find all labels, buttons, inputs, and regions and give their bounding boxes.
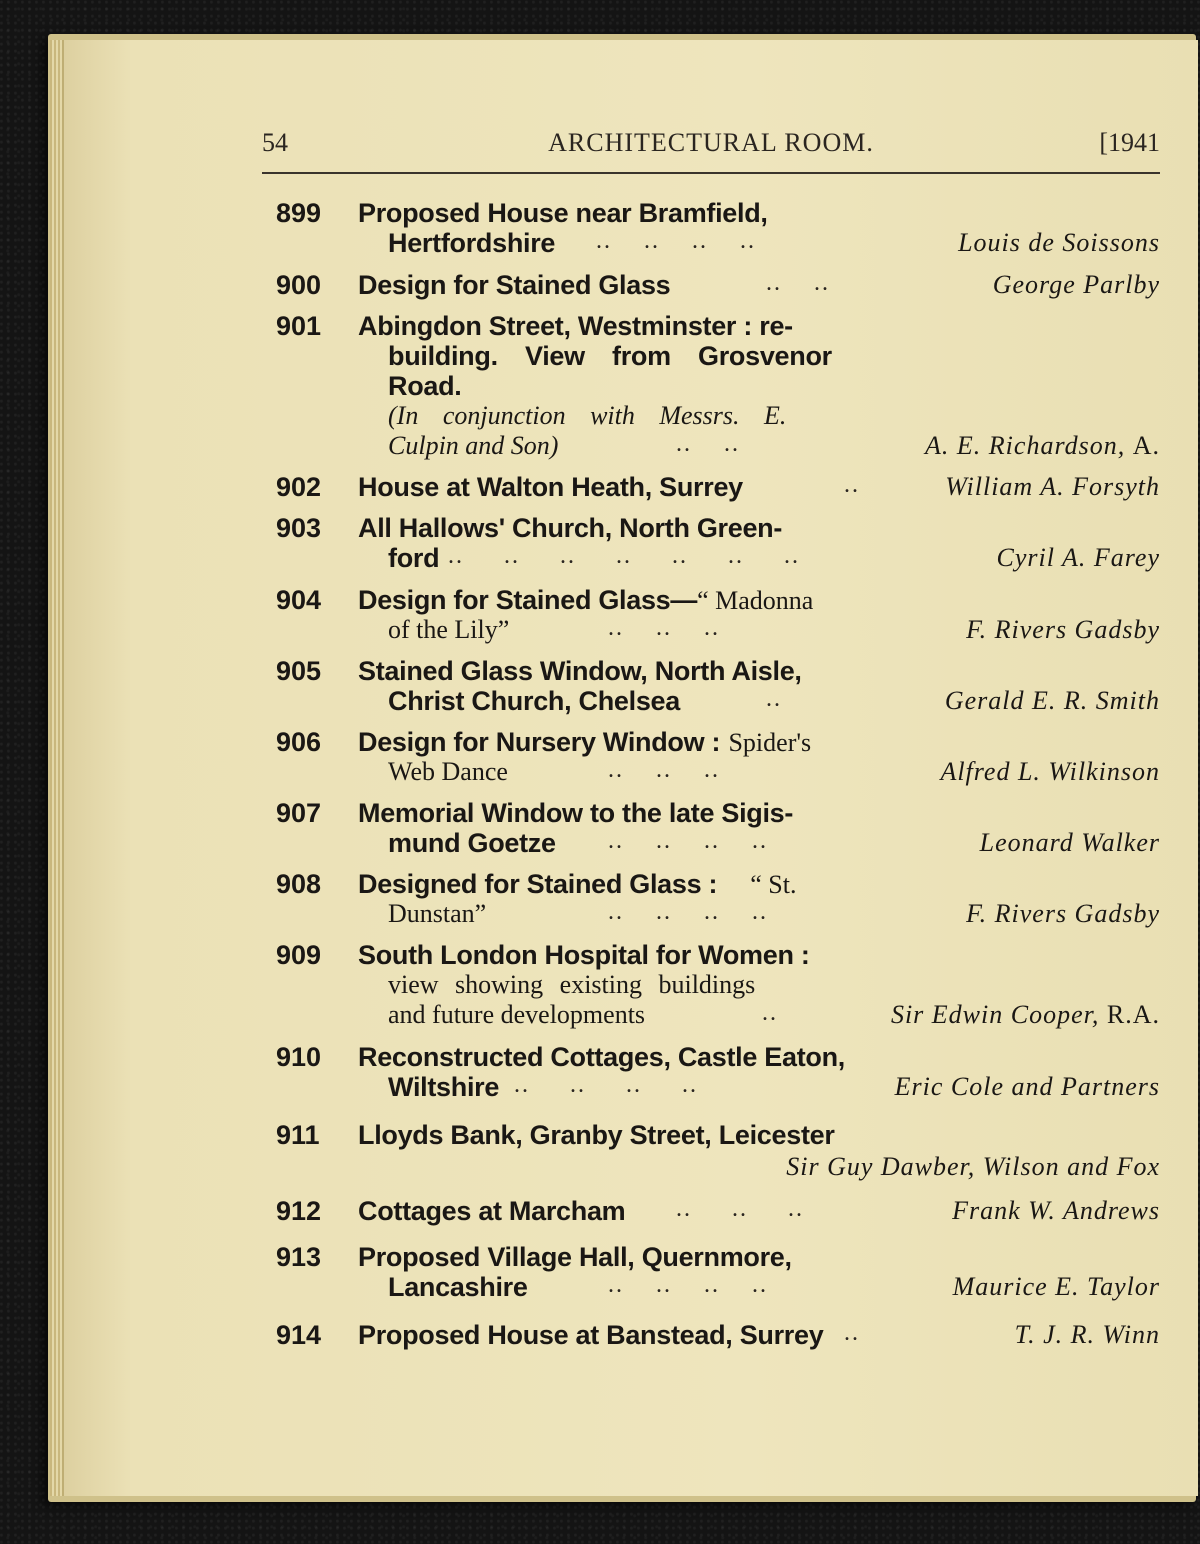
entry-title: Stained Glass Window, North Aisle,: [358, 656, 802, 686]
entry-number: 903: [276, 513, 322, 543]
architect: Cyril A. Farey: [996, 543, 1160, 572]
leader-dots: .. ..: [766, 270, 830, 296]
leader-dots: ..: [762, 1000, 778, 1026]
architect: T. J. R. Winn: [1014, 1320, 1160, 1349]
leader-dots: .. .. .. .. .. .. ..: [448, 543, 800, 569]
entry-title-cont: Wiltshire: [388, 1072, 500, 1102]
architect: Maurice E. Taylor: [952, 1272, 1160, 1301]
architect: F. Rivers Gadsby: [966, 899, 1160, 928]
entry-title-cont: building. View from Grosvenor: [388, 341, 832, 371]
entry-title: Design for Stained Glass: [358, 270, 671, 300]
architect: Louis de Soissons: [958, 228, 1160, 257]
entry-number: 910: [276, 1042, 322, 1072]
leader-dots: .. ..: [676, 431, 740, 457]
architect: Sir Edwin Cooper, R.A.: [890, 1000, 1160, 1029]
entry-title-cont: Road.: [388, 371, 462, 401]
leader-dots: .. .. .. ..: [608, 828, 768, 854]
entry-title-cont: Hertfordshire: [388, 228, 556, 258]
entry-number: 900: [276, 270, 322, 300]
entry-title-cont: of the Lily”: [388, 615, 510, 644]
entry-title: Reconstructed Cottages, Castle Eaton,: [358, 1042, 846, 1072]
leader-dots: .. .. ..: [608, 615, 720, 641]
entry-number: 909: [276, 940, 322, 970]
entry-number: 913: [276, 1242, 322, 1272]
header-rule: [262, 172, 1160, 174]
entry-title: Cottages at Marcham: [358, 1196, 626, 1226]
architect: Sir Guy Dawber, Wilson and Fox: [786, 1152, 1160, 1181]
entry-title-cont: view showing existing buildings: [388, 970, 756, 999]
architect: William A. Forsyth: [945, 472, 1160, 501]
entry-title-cont: Lancashire: [388, 1272, 528, 1302]
entry-title-cont: Dunstan”: [388, 899, 487, 928]
entry-number: 904: [276, 585, 322, 615]
entry-title: Design for Nursery Window : Spider's: [358, 727, 812, 757]
entry-title-cont: mund Goetze: [388, 828, 556, 858]
entry-title: Memorial Window to the late Sigis-: [358, 798, 794, 828]
architect: Eric Cole and Partners: [894, 1072, 1160, 1101]
entry-note: (In conjunction with Messrs. E.: [388, 401, 787, 430]
entry-title: Proposed House at Banstead, Surrey: [358, 1320, 824, 1350]
entry-note-cont: Culpin and Son): [388, 431, 559, 460]
entry-title: House at Walton Heath, Surrey: [358, 472, 743, 502]
entry-number: 908: [276, 869, 322, 899]
entry-title: South London Hospital for Women :: [358, 940, 810, 970]
entry-title: Lloyds Bank, Granby Street, Leicester: [358, 1120, 835, 1150]
entry-number: 905: [276, 656, 322, 686]
entry-title: Design for Stained Glass—“ Madonna: [358, 585, 814, 615]
entry-title: Proposed House near Bramfield,: [358, 198, 768, 228]
architect: A. E. Richardson, A.: [925, 431, 1160, 460]
page-number: 54: [262, 128, 288, 157]
entry-title-cont: ford: [388, 543, 440, 573]
entry-title-cont: Christ Church, Chelsea: [388, 686, 680, 716]
leader-dots: .. .. .. ..: [608, 899, 768, 925]
architect: Alfred L. Wilkinson: [940, 757, 1160, 786]
entry-title-cont: Web Dance: [388, 757, 508, 786]
page-title: ARCHITECTURAL ROOM.: [548, 128, 874, 157]
leader-dots: .. .. .. ..: [596, 228, 756, 254]
entry-number: 901: [276, 311, 322, 341]
leader-dots: ..: [766, 686, 782, 712]
leader-dots: ..: [844, 472, 860, 498]
entry-title: Proposed Village Hall, Quernmore,: [358, 1242, 792, 1272]
leader-dots: ..: [844, 1320, 860, 1346]
leader-dots: .. .. ..: [608, 757, 720, 783]
entry-title-cont: and future developments: [388, 1000, 646, 1029]
running-header: [262, 128, 1160, 164]
entry-number: 914: [276, 1320, 322, 1350]
architect: Frank W. Andrews: [952, 1196, 1160, 1225]
leader-dots: .. .. ..: [676, 1196, 804, 1222]
entry-number: 902: [276, 472, 322, 502]
entry-title: Designed for Stained Glass : “ St.: [358, 869, 797, 899]
entry-number: 912: [276, 1196, 322, 1226]
entry-title: Abingdon Street, Westminster : re-: [358, 311, 793, 341]
entry-number: 911: [276, 1120, 320, 1150]
architect: George Parlby: [992, 270, 1160, 299]
architect: Gerald E. R. Smith: [944, 686, 1160, 715]
year-mark: [1941: [1099, 128, 1160, 157]
entry-title: All Hallows' Church, North Green-: [358, 513, 783, 543]
architect: Leonard Walker: [979, 828, 1160, 857]
leader-dots: .. .. .. ..: [514, 1072, 698, 1098]
architect: F. Rivers Gadsby: [966, 615, 1160, 644]
entry-number: 907: [276, 798, 322, 828]
entry-number: 906: [276, 727, 322, 757]
entry-number: 899: [276, 198, 322, 228]
leader-dots: .. .. .. ..: [608, 1272, 768, 1298]
